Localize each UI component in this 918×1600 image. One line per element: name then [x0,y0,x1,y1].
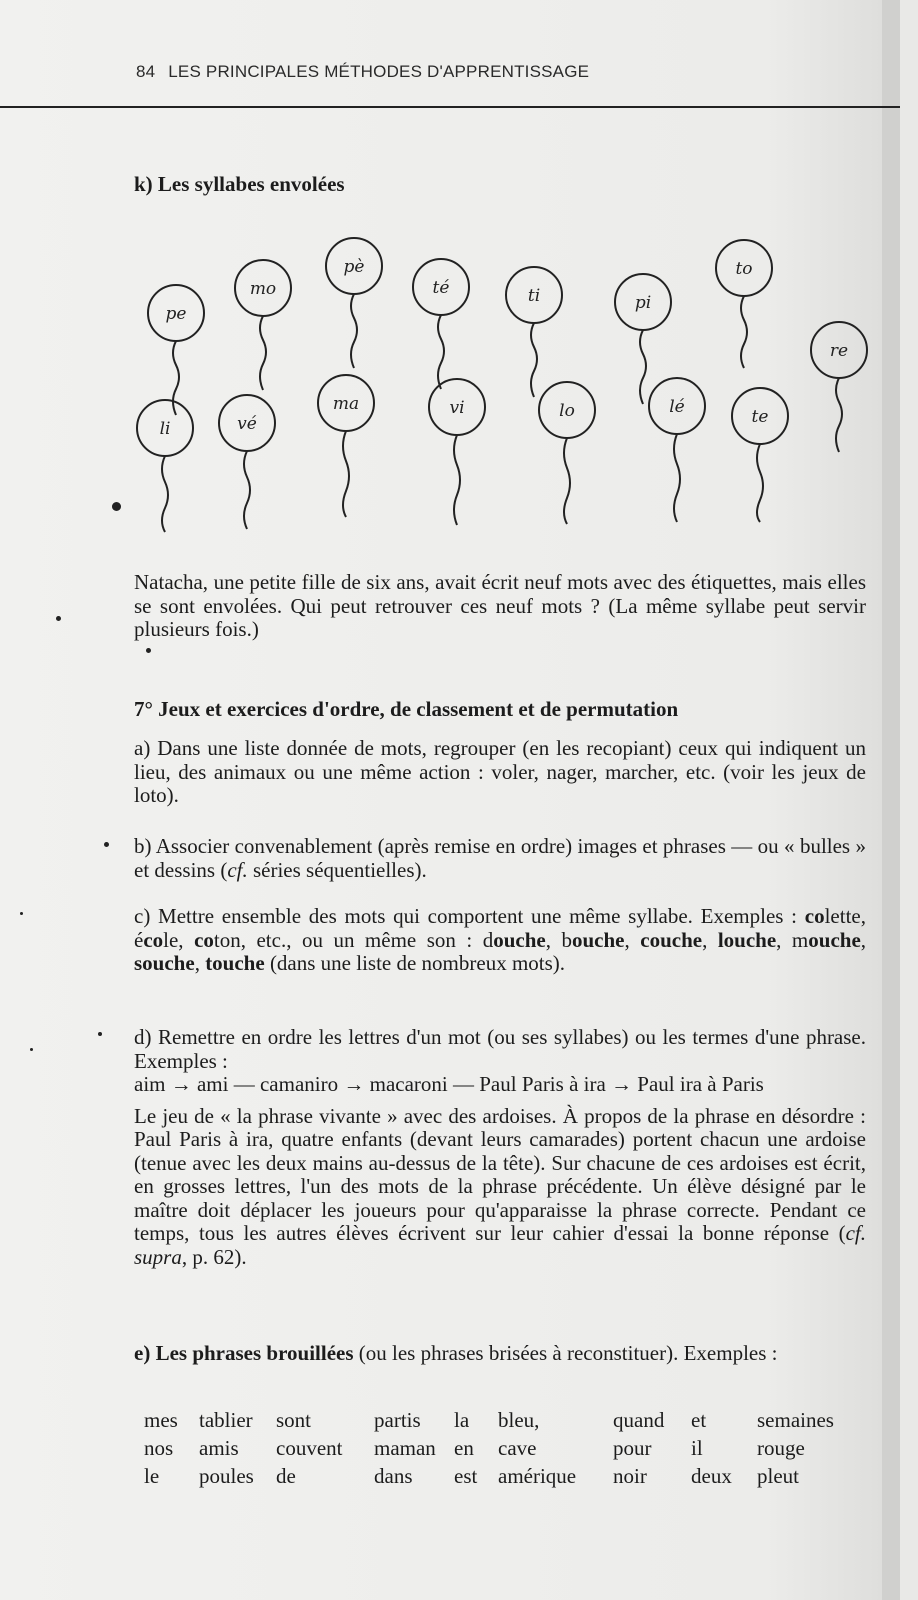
item-c-bold: couche [640,927,703,952]
section-k-paragraph: Natacha, une petite fille de six ans, avait écrit neuf mots avec des étiquettes, mais elles se sont envolées. Qui peut retrouver ces neuf mots ? (La même syllabe peut servir plusieurs fois.) [134,570,866,641]
item-c-bold: touche [205,951,265,975]
balloon [716,240,772,368]
item-e [134,1342,866,1366]
scan-speck [98,1032,102,1036]
item-d-paragraph-text: Le jeu de « la phrase vivante » avec des ardoises. À propos de la phrase en désordre : Paul Paris à ira, quatre enfants (devant leurs camarades) portent chacun une ardoise (tenue avec les deux mains au-dessus de la tête). Sur chacune de ces ardoises est écrit, en grosses lettres, l'un des mots de la phrase précédente. Un élève désigné par le maître doit déplacer les joueurs pour qu'apparaisse la phrase correcte. Pendant ce temps, tous les autres élèves écrivent sur leur cahier d'essai la bonne réponse ( [134,1103,866,1245]
balloon [615,274,671,404]
table-cell: en [454,1436,474,1460]
item-c-bold: ouche [808,927,861,952]
balloon-label: pi [634,293,652,313]
table-cell: nos [144,1436,174,1460]
balloon [137,400,193,532]
balloons-illustration [0,220,900,540]
table-cell: cave [498,1436,537,1460]
item-c-intro: c) Mettre ensemble des mots qui comportent une même syllabe. Exemples : [134,904,805,928]
page-number: 84 [136,62,156,81]
balloon-label: ti [527,286,541,306]
scrambled-phrases-table [144,1406,834,1490]
balloon [219,395,275,529]
table-cell: il [691,1436,703,1460]
section-k-heading: k) Les syllabes envolées [134,172,345,196]
balloon-label: lé [669,397,685,417]
item-d-cf-supra: cf. supra [134,1221,866,1269]
item-c-text: ton, etc., ou un même son : d [213,927,494,952]
scan-speck [112,502,121,511]
item-b-cf: cf. [227,857,248,882]
balloon-label: pè [343,257,365,277]
table-cell: mes [144,1408,178,1432]
balloon-label: pe [165,304,187,324]
table-row [144,1434,834,1462]
table-cell: semaines [757,1408,834,1432]
section-7-heading: 7° Jeux et exercices d'ordre, de classement et de permutation [134,697,679,721]
item-c-text: , b [545,927,572,952]
balloon-label: mo [249,279,277,299]
balloon-label: ma [332,394,360,414]
balloon [235,260,291,390]
item-d-intro: d) Remettre en ordre les lettres d'un mot (ou ses syllabes) ou les termes d'une phrase. Exemples : [134,1025,866,1073]
header-rule [0,106,900,108]
table-cell: couvent [276,1436,343,1460]
running-head [136,62,589,82]
item-c-text: le, [163,927,195,952]
balloon-label: lo [559,401,575,421]
balloon [732,388,788,522]
table-cell: la [454,1408,470,1432]
item-c-bold: souche [134,951,195,975]
balloon [413,259,469,389]
item-c [134,905,866,976]
balloon [318,375,374,517]
item-c-bold: ouche [572,927,625,952]
table-cell: pour [613,1436,652,1460]
balloon-label: to [735,259,753,279]
balloon-label: vi [449,398,465,418]
table-cell: deux [691,1464,732,1488]
item-b-text-end: séries séquentielles). [247,857,427,882]
item-d-paragraph-end: , p. 62). [181,1244,247,1269]
balloon [429,379,485,525]
balloon-label: té [432,278,450,298]
item-d-examples: aim → ami — camaniro → macaroni — Paul Paris à ira → Paul ira à Paris [134,1072,764,1096]
table-cell: le [144,1464,160,1488]
balloon [148,285,204,415]
table-cell: bleu, [498,1408,540,1432]
table-cell: amérique [498,1464,577,1488]
balloon [649,378,705,522]
table-row [144,1406,834,1434]
item-c-text: lette, é [134,904,866,952]
table-cell: partis [374,1408,421,1432]
item-e-text: (ou les phrases brisées à reconstituer). Exemples : [353,1341,778,1365]
item-b-text: b) Associer convenablement (après remise en ordre) images et phrases — ou « bulles » et dessins ( [134,834,866,882]
item-c-end: (dans une liste de nombreux mots). [264,951,566,975]
scan-speck [104,842,109,847]
table-cell: de [276,1464,296,1488]
scan-speck [30,1048,33,1051]
balloon [539,382,595,524]
item-c-text: , [860,927,867,952]
table-cell: dans [374,1464,413,1488]
item-c-text: , [624,927,641,952]
table-row [144,1462,834,1490]
table-cell: et [691,1408,707,1432]
table-cell: pleut [757,1464,799,1488]
scan-speck [146,648,151,653]
item-c-bold: co [194,927,214,952]
scan-speck [56,616,61,621]
table-cell: amis [199,1436,239,1460]
table-cell: est [454,1464,478,1488]
balloon-label: vé [237,414,257,434]
table-cell: tablier [199,1408,253,1432]
balloon-label: li [159,419,171,439]
item-d-paragraph [134,1105,866,1270]
table-cell: poules [199,1464,254,1488]
item-e-label: e) Les phrases brouillées [134,1341,354,1365]
item-b [134,835,866,882]
balloon-label: re [829,341,849,361]
table-cell: maman [374,1436,436,1460]
item-c-bold: louche [717,927,777,952]
table-cell: sont [276,1408,312,1432]
item-c-bold: co [143,927,164,952]
table-cell: quand [613,1408,665,1432]
item-c-text: , m [776,927,809,952]
item-c-bold: co [804,904,825,928]
scan-speck [20,912,23,915]
balloon [326,238,382,368]
balloon [811,322,867,452]
balloon-label: te [751,407,769,427]
table-cell: rouge [757,1436,805,1460]
item-c-text: , [702,927,718,952]
table-cell: noir [613,1464,647,1488]
balloon [506,267,562,397]
item-c-bold: ouche [493,927,546,952]
running-title: LES PRINCIPALES MÉTHODES D'APPRENTISSAGE [168,62,590,81]
item-c-text: , [194,951,206,975]
item-a: a) Dans une liste donnée de mots, regrouper (en les recopiant) ceux qui indiquent un lieu, des animaux ou une même action : voler, nager, marcher, etc. (voir les jeux de loto). [134,736,866,807]
item-d [134,1026,866,1269]
